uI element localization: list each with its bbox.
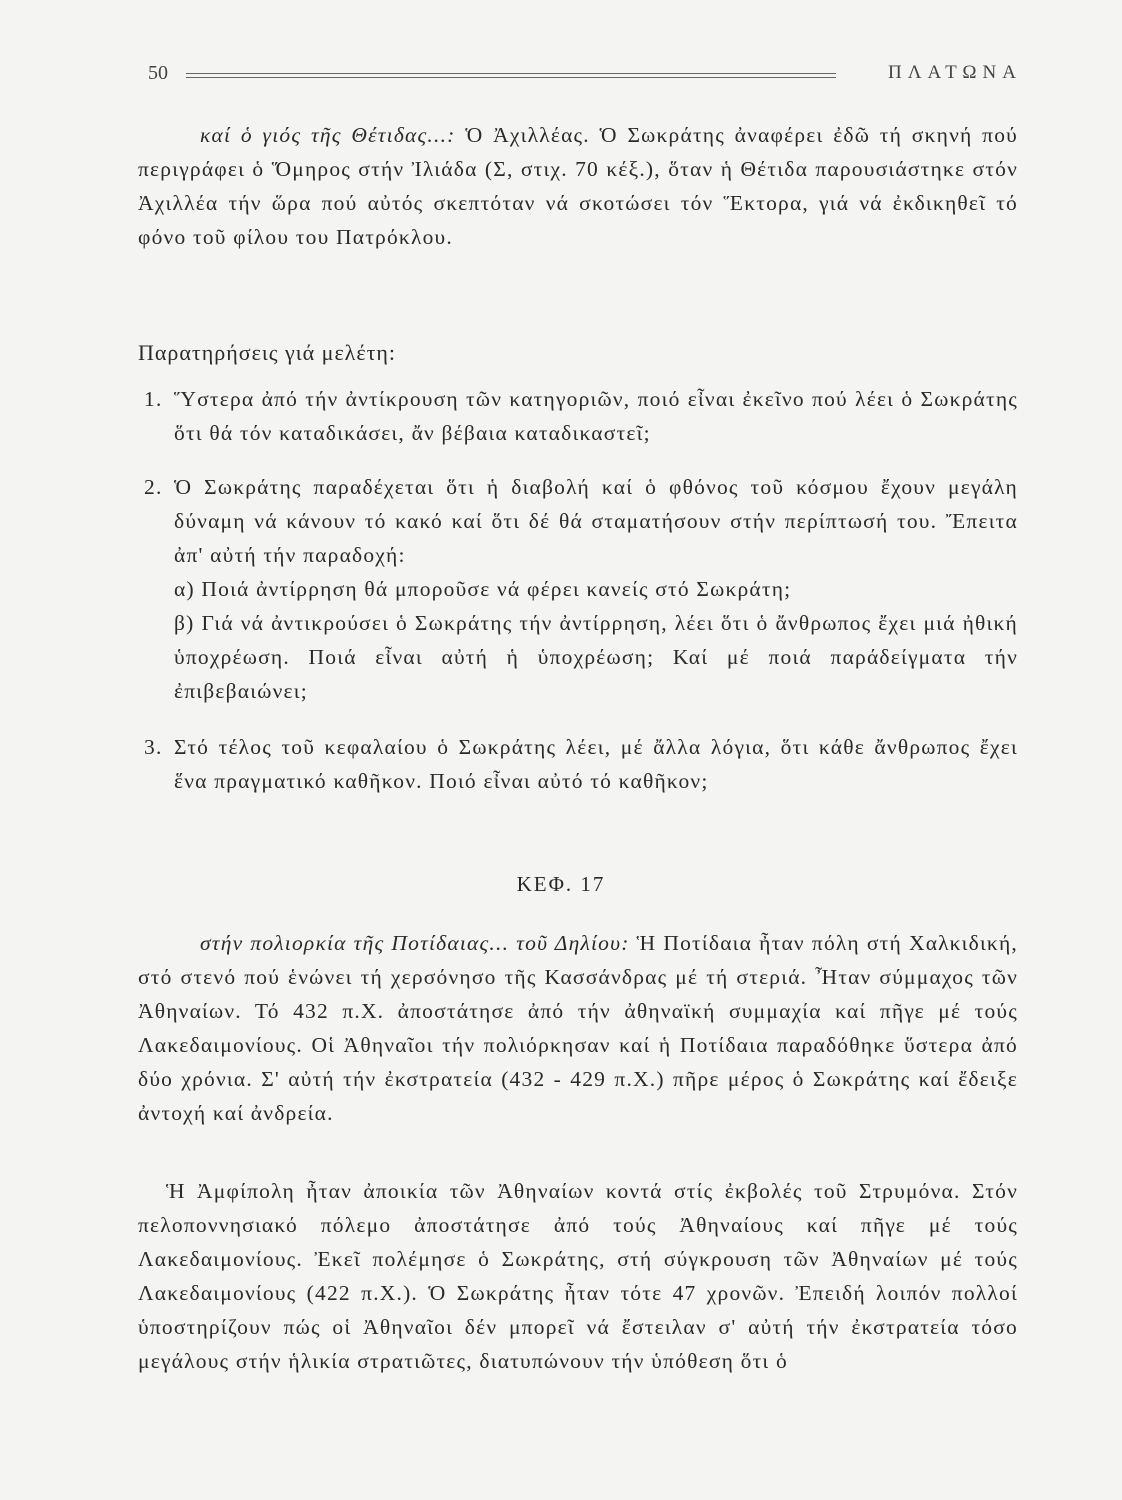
question-number: 1. [144,387,163,411]
note-lemma: καί ὁ γιός τῆς Θέτιδας...: [200,123,456,147]
note-lemma: στήν πολιορκία τῆς Ποτίδαιας... τοῦ Δηλίου: [200,931,630,955]
question-2a: α) Ποιά ἀντίρρηση θά μποροῦσε νά φέρει κανείς στό Σωκράτη; [174,577,792,601]
note-text: Ἡ Ποτίδαια ἦταν πόλη στή Χαλκιδική, στό στενό πού ἑνώνει τή χερσόνησο τῆς Κασσάνδρας μέ τή στεριά. Ἦταν σύμμαχος τῶν Ἀθηναίων. Τό 432 π.Χ. ἀποστάτησε ἀπό τήν ἀθηναϊκή συμμαχία καί πῆγε μέ τούς Λακεδαιμονίους. Οἱ Ἀθηναῖοι τήν πολιόρκησαν καί ἡ Ποτίδαια παραδόθηκε ὕστερα ἀπό δύο χρόνια. Σ' αὐτή τήν ἐκστρατεία (432 - 429 π.Χ.) πῆρε μέρος ὁ Σωκράτης καί ἔδειξε ἀντοχή καί ἀνδρεία. [138,931,1018,1125]
question-number: 2. [144,475,163,499]
question-2 [138,470,1018,708]
question-text: Ὁ Σωκράτης παραδέχεται ὅτι ἡ διαβολή καί ὁ φθόνος τοῦ κόσμου ἔχουν μεγάλη δύναμη νά κάνουν τό κακό καί ὅτι δέ θά σταματήσουν στήν περίπτωσή του. Ἔπειτα ἀπ' αὐτή τήν παραδοχή: [174,475,1018,567]
study-questions [138,382,1018,798]
note-potidaea [138,926,1018,1130]
running-title: ΠΛΑΤΩΝΑ [888,62,1022,83]
study-heading: Παρατηρήσεις γιά μελέτη: [138,340,397,365]
question-number: 3. [144,735,163,759]
question-2b: β) Γιά νά ἀντικρούσει ὁ Σωκράτης τήν ἀντίρρηση, λέει ὅτι ὁ ἄνθρωπος ἔχει μιά ἠθική ὑποχρέωση. Ποιά εἶναι αὐτή ἡ ὑποχρέωση; Καί μέ ποιά παράδείγματα τήν ἐπιβεβαιώνει; [174,611,1018,703]
question-text: Ὕστερα ἀπό τήν ἀντίκρουση τῶν κατηγοριῶν, ποιό εἶναι ἐκεῖνο πού λέει ὁ Σωκράτης ὅτι θά τόν καταδικάσει, ἄν βέβαια καταδικαστεῖ; [174,387,1018,445]
question-1 [138,382,1018,450]
paragraph-amphipolis: Ἡ Ἀμφίπολη ἦταν ἀποικία τῶν Ἀθηναίων κοντά στίς ἐκβολές τοῦ Στρυμόνα. Στόν πελοποννησιακό πόλεμο ἀποστάτησε ἀπό τούς Ἀθηναίους καί πῆγε μέ τούς Λακεδαιμονίους. Ἐκεῖ πολέμησε ὁ Σωκράτης, στή σύγκρουση τῶν Ἀθηναίων μέ τούς Λακεδαιμονίους (422 π.Χ.). Ὁ Σωκράτης ἦταν τότε 47 χρονῶν. Ἐπειδή λοιπόν πολλοί ὑποστηρίζουν πώς οἱ Ἀθηναῖοι δέν μπορεῖ νά ἔστειλαν σ' αὐτή τήν ἐκστρατεία τόσο μεγάλους στήν ἡλικία στρατιῶτες, διατυπώνουν τήν ὑπόθεση ὅτι ὁ [138,1179,1018,1373]
question-text: Στό τέλος τοῦ κεφαλαίου ὁ Σωκράτης λέει, μέ ἄλλα λόγια, ὅτι κάθε ἄνθρωπος ἔχει ἕνα πραγματικό καθῆκον. Ποιό εἶναι αὐτό τό καθῆκον; [174,735,1018,793]
header-rule [186,77,836,78]
note-text: Ὁ Ἀχιλλέας. Ὁ Σωκράτης ἀναφέρει ἐδῶ τή σκηνή πού περιγράφει ὁ Ὅμηρος στήν Ἰλιάδα (Σ, στιχ. 70 κέξ.), ὅταν ἡ Θέτιδα παρουσιάστηκε στόν Ἀχιλλέα τήν ὥρα πού αὐτός σκεπτόταν νά σκοτώσει τόν Ἕκτορα, γιά νά ἐκδικηθεῖ τό φόνο τοῦ φίλου του Πατρόκλου. [138,123,1018,249]
header-rule [186,73,836,74]
page-number: 50 [148,62,168,84]
chapter-title: ΚΕΦ. 17 [516,872,606,896]
question-3 [138,730,1018,798]
page-header [148,62,1022,90]
note-achilles [138,118,1018,254]
